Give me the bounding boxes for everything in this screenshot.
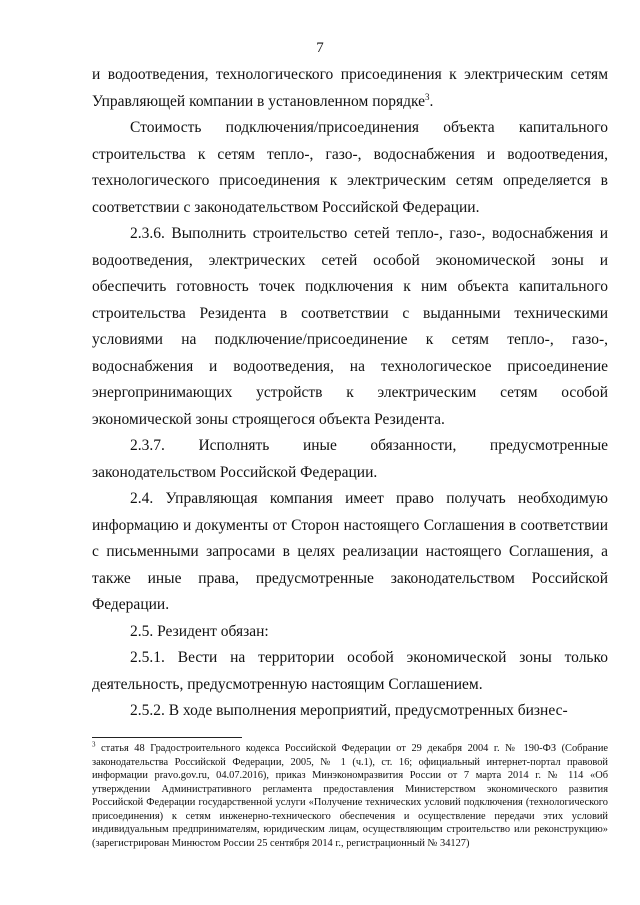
footnote-text: статья 48 Градостроительного кодекса Российской Федерации от 29 декабря 2004 г. № 190-ФЗ (Собрание законодательства Российской Федерации, 2005, № 1 (ч.1), ст. 16; официальный интернет-портал правовой информации pravo.gov.ru, 04.07.2016), приказ Минэкономразвития России от 7 марта 2014 г. № 114 «Об утверждении Административного регламента предоставления Министерством экономического развития Российской Федерации государственной услуги «Получение технических условий подключения (технологического присоединения) к сетям инженерно-технического обеспечения и осуществление передачи этих условий индивидуальным предпринимателям, юридическим лицам, осуществляющим строительство или реконструкцию» (зарегистрирован Минюстом России 25 сентября 2014 г., регистрационный № 34127)	[92, 743, 608, 849]
paragraph-connection-cost: Стоимость подключения/присоединения объекта капитального строительства к сетям тепло-, газо-, водоснабжения и водоотведения, технологического присоединения к электрическим сетям определяется в соответствии с законодательством Российской Федерации.	[92, 119, 608, 216]
page-number: 7	[316, 40, 324, 56]
body-text	[92, 62, 608, 725]
paragraph-2-5-2: 2.5.2. В ходе выполнения мероприятий, предусмотренных бизнес-	[130, 702, 568, 719]
paragraph-2-5: 2.5. Резидент обязан:	[130, 622, 269, 640]
paragraph-1-continuation: и водоотведения, технологического присоединения к электрическим сетям Управляющей компании в установленном порядке$^3$.	[92, 66, 608, 110]
footnote-divider	[92, 737, 242, 738]
paragraph-2-5-1: 2.5.1. Вести на территории особой экономической зоны только деятельность, предусмотренную настоящим Соглашением.	[92, 649, 608, 693]
paragraph-2-3-6: 2.3.6. Выполнить строительство сетей тепло-, газо-, водоснабжения и водоотведения, электрических сетей особой экономической зоны и обеспечить готовность точек подключения к ним объекта капитального строительства Резидента в соответствии с выданными техническими условиями на подключение/присоединение к сетям тепло-, газо-, водоснабжения и водоотведения, на технологическое присоединение энергопринимающих устройств к электрическим сетям особой экономической зоны строящегося объекта Резидента.	[92, 225, 608, 428]
footnote-marker: 3	[92, 740, 96, 749]
paragraph-2-4: 2.4. Управляющая компания имеет право получать необходимую информацию и документы от Сторон настоящего Соглашения в соответствии с письменными запросами в целях реализации настоящего Соглашения, а также иные права, предусмотренные законодательством Российской Федерации.	[92, 490, 608, 613]
footnote	[92, 742, 608, 850]
footnote-reference: 3	[425, 91, 430, 102]
paragraph-2-3-7: 2.3.7. Исполнять иные обязанности, предусмотренные законодательством Российской Федерации.	[92, 437, 608, 481]
paragraph-text: и водоотведения, технологического присоединения к электрическим сетям Управляющей компании в установленном порядке	[92, 66, 608, 110]
